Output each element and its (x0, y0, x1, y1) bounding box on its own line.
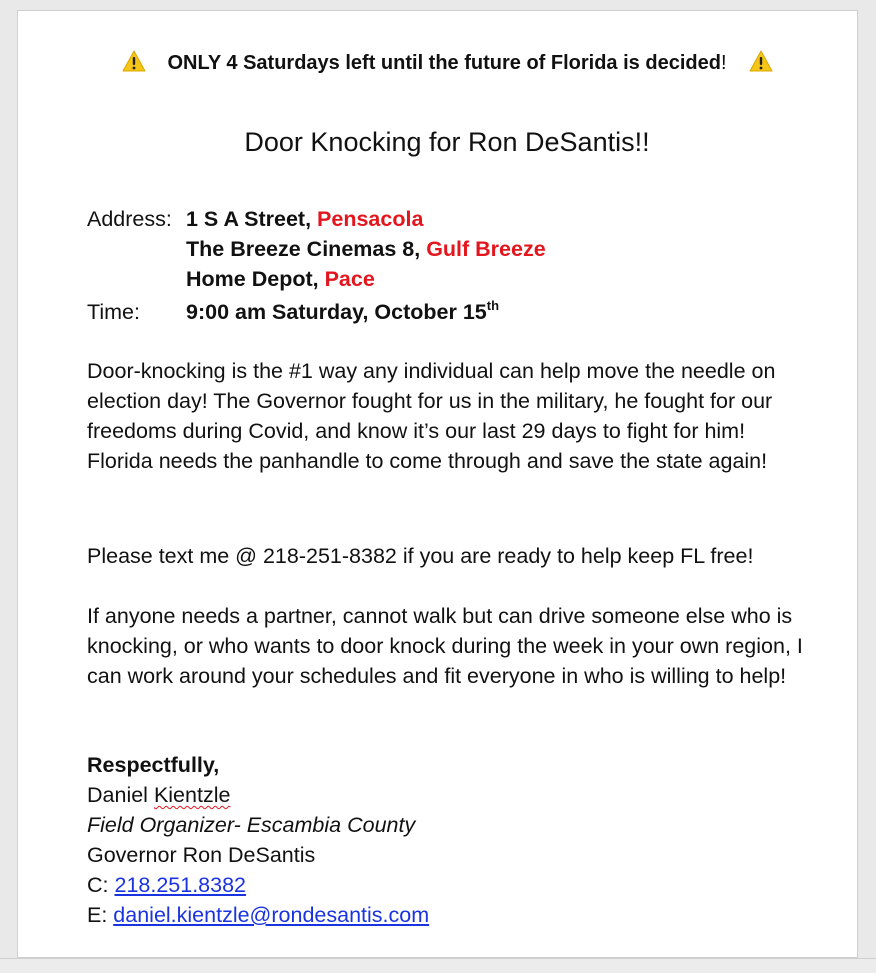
address-row-1 (87, 204, 807, 234)
signer-role: Field Organizer- Escambia County (87, 813, 416, 837)
email-label: E: (87, 903, 114, 927)
closing: Respectfully, (87, 753, 220, 777)
location-city: Pace (324, 267, 375, 291)
signer-last-name: Kientzle (153, 783, 231, 807)
signer-first-name: Daniel (87, 783, 154, 807)
address-row-3 (87, 264, 807, 294)
banner-text: ONLY 4 Saturdays left until the future of Florida is decided (167, 52, 721, 74)
banner-exclamation: ! (720, 52, 727, 74)
signature-block (87, 750, 807, 930)
time-suffix: th (486, 298, 500, 313)
page-bottom-edge (0, 958, 876, 973)
phone-line (87, 870, 807, 900)
urgency-banner (87, 49, 807, 77)
time-value: 9:00 am Saturday, October 15 (186, 300, 487, 324)
location-place: 1 S A Street, (186, 207, 318, 231)
location-city: Gulf Breeze (426, 237, 546, 261)
warning-icon (122, 50, 146, 72)
location-place: The Breeze Cinemas 8, (186, 237, 427, 261)
email-link[interactable]: daniel.kientzle@rondesantis.com (113, 903, 430, 927)
location-place: Home Depot, (186, 267, 325, 291)
email-line (87, 900, 807, 930)
warning-icon (749, 50, 773, 72)
location-city: Pensacola (317, 207, 424, 231)
phone-link[interactable]: 218.251.8382 (114, 873, 247, 897)
time-label: Time: (87, 300, 140, 324)
signer-organization: Governor Ron DeSantis (87, 843, 316, 867)
address-row-2 (87, 234, 807, 264)
address-label: Address: (87, 207, 172, 231)
phone-label: C: (87, 873, 115, 897)
body-paragraph-2: Please text me @ 218-251-8382 if you are ready to help keep FL free! (87, 544, 754, 568)
page-title: Door Knocking for Ron DeSantis!! (244, 127, 650, 157)
body-paragraph-1: Door-knocking is the #1 way any individual can help move the needle on election day! The Governor fought for us in the military, he fought for our freedoms during Covid, and know it’s our last 29 days to fight for him! Florida needs the panhandle to come through and save the state again! (87, 359, 776, 473)
time-row (87, 297, 807, 327)
document-page (17, 10, 858, 958)
body-paragraph-3: If anyone needs a partner, cannot walk but can drive someone else who is knocking, or who wants to door knock during the week in your own region, I can work around your schedules and fit everyone in who is willing to help! (87, 604, 803, 688)
event-details (87, 204, 807, 327)
signer-name (87, 780, 807, 810)
